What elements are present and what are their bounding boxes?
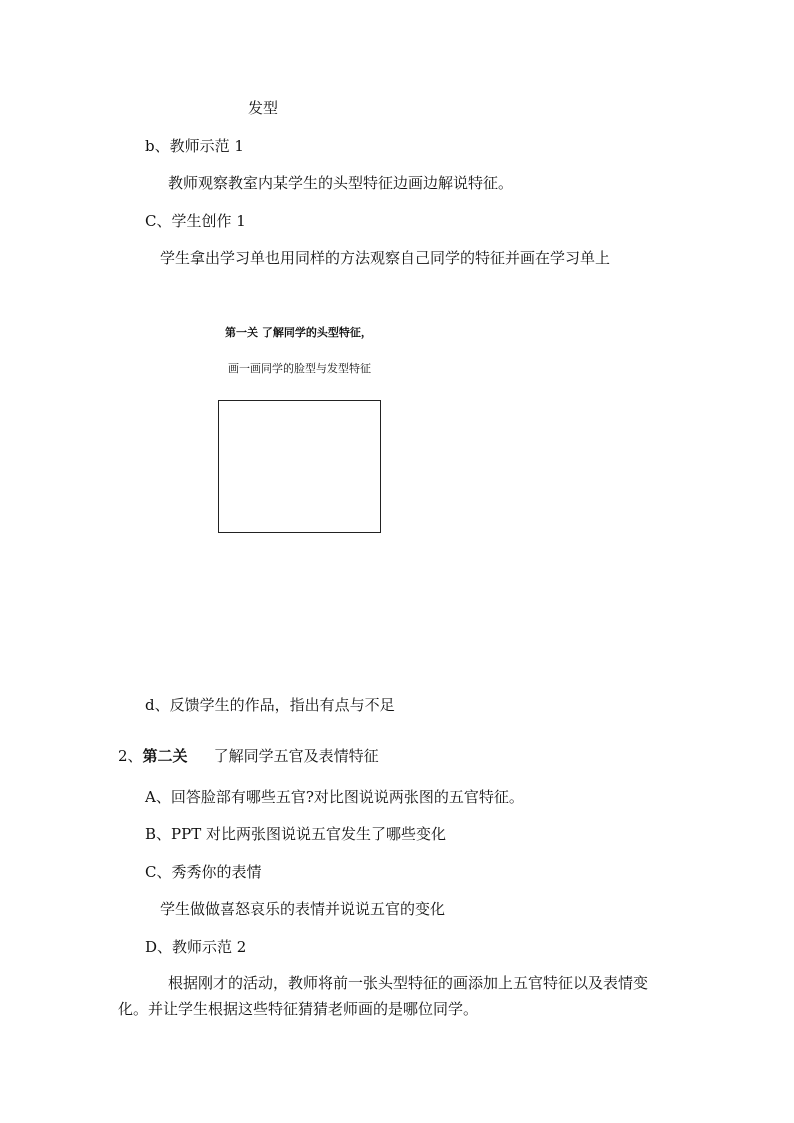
ppt-compare-heading: B、PPT 对比两张图说说五官发生了哪些变化 bbox=[145, 825, 446, 843]
worksheet-instruction: 画一画同学的脸型与发型特征 bbox=[228, 362, 371, 375]
section-2-heading bbox=[118, 746, 379, 766]
teacher-observe-text: 教师观察教室内某学生的头型特征边画边解说特征。 bbox=[168, 174, 514, 192]
feedback-heading: d、反馈学生的作品，指出有点与不足 bbox=[145, 696, 395, 714]
student-make-faces-text: 学生做做喜怒哀乐的表情并说说五官的变化 bbox=[160, 900, 446, 918]
worksheet-drawing-box bbox=[218, 400, 381, 533]
student-create-1-heading: C、学生创作 1 bbox=[145, 212, 246, 230]
teacher-demo-1-heading: b、教师示范 1 bbox=[145, 137, 244, 155]
section-2-number: 2、 bbox=[118, 747, 143, 765]
section-2-title-bold: 第二关 bbox=[142, 747, 188, 765]
section-2-title-rest: 了解同学五官及表情特征 bbox=[213, 747, 379, 765]
activity-paragraph-line-2: 化。并让学生根据这些特征猜猜老师画的是哪位同学。 bbox=[118, 1000, 479, 1018]
show-expression-heading: C、秀秀你的表情 bbox=[145, 863, 262, 881]
answer-features-heading: A、回答脸部有哪些五官?对比图说说两张图的五官特征。 bbox=[145, 788, 524, 806]
activity-paragraph-line-1: 根据刚才的活动，教师将前一张头型特征的画添加上五官特征以及表情变 bbox=[168, 974, 649, 992]
student-take-sheet-text: 学生拿出学习单也用同样的方法观察自己同学的特征并画在学习单上 bbox=[160, 249, 611, 267]
teacher-demo-2-heading: D、教师示范 2 bbox=[145, 938, 247, 956]
hair-type-text: 发型 bbox=[248, 99, 279, 117]
worksheet-title: 第一关 了解同学的头型特征， bbox=[225, 326, 372, 339]
